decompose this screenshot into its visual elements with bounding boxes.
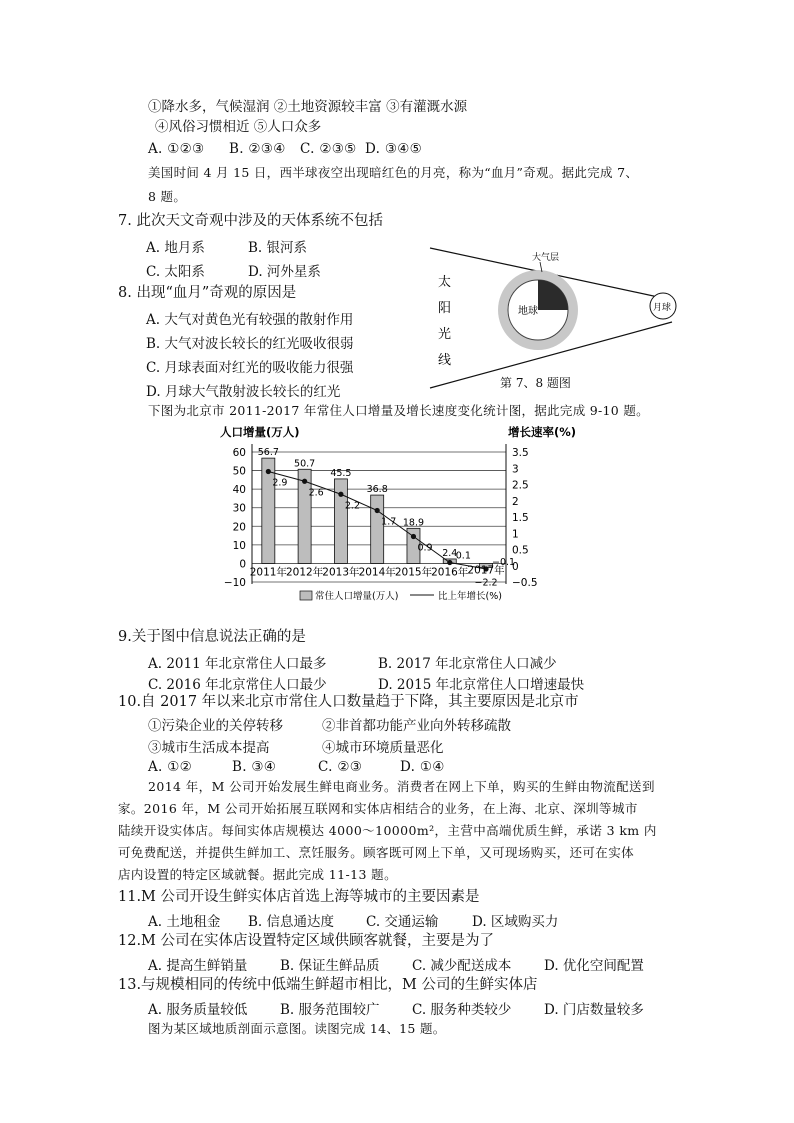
passage-7-8-line2: 8 题。 xyxy=(148,189,187,204)
intro-options-line2: ④风俗习惯相近 ⑤人口众多 xyxy=(155,119,322,135)
q13-option-b: B. 服务范围较广 xyxy=(280,1002,380,1018)
y2-tick-label: 1.5 xyxy=(512,512,529,524)
q8-option-a: A. 大气对黄色光有较强的散射作用 xyxy=(146,312,354,328)
intro-choice-d: D. ③④⑤ xyxy=(365,141,423,157)
passage-11-13-line1: 2014 年，M 公司开始发展生鲜电商业务。消费者在网上下单，购买的生鲜由物流配送到 xyxy=(148,779,655,794)
q13-option-a: A. 服务质量较低 xyxy=(148,1002,248,1018)
bar-value-label: 36.8 xyxy=(366,484,388,496)
growth-rate-label: 0.9 xyxy=(417,542,433,554)
growth-rate-point xyxy=(411,534,416,539)
y-tick-label: −10 xyxy=(223,577,246,589)
passage-9-10: 下图为北京市 2011-2017 年常住人口增量及增长速度变化统计图，据此完成 9-10 题。 xyxy=(148,403,649,418)
q11-option-c: C. 交通运输 xyxy=(366,914,439,930)
q8-option-d: D. 月球大气散射波长较长的红光 xyxy=(146,384,341,400)
passage-11-13-line4: 可免费配送，并提供生鲜加工、烹饪服务。顾客既可网上下单，又可现场购买，还可在实体 xyxy=(118,845,635,860)
q10-option-d: D. ①④ xyxy=(400,759,445,775)
y2-tick-label: 2 xyxy=(512,495,519,508)
q12-option-d: D. 优化空间配置 xyxy=(544,958,644,974)
bar-value-label: 50.7 xyxy=(294,458,316,470)
y2-tick-label: 0 xyxy=(512,560,519,573)
q11-option-d: D. 区域购买力 xyxy=(472,914,559,930)
bar xyxy=(371,495,384,563)
x-tick-label: 2017年 xyxy=(467,564,505,577)
q9-option-c: C. 2016 年北京常住人口最少 xyxy=(148,677,327,693)
sunlight-label-char4: 线 xyxy=(438,353,452,368)
population-chart xyxy=(218,422,578,604)
passage-11-13-line2: 家。2016 年，M 公司开始拓展互联网和实体店相结合的业务，在上海、北京、深圳等城市 xyxy=(118,801,638,816)
q11-option-b: B. 信息通达度 xyxy=(248,914,335,930)
intro-choice-a: A. ①②③ xyxy=(148,141,205,157)
q10-stem: 10.自 2017 年以来北京市常住人口数量趋于下降，其主要原因是北京市 xyxy=(118,694,579,710)
intro-options-line1: ①降水多，气候湿润 ②土地资源较丰富 ③有灌溉水源 xyxy=(148,99,468,115)
y-tick-label: 40 xyxy=(232,484,246,497)
q7-stem: 7. 此次天文奇观中涉及的天体系统不包括 xyxy=(118,213,383,229)
q9-option-d: D. 2015 年北京常住人口增速最快 xyxy=(378,677,585,693)
q13-option-c: C. 服务种类较少 xyxy=(412,1002,512,1018)
passage-11-13-line5: 店内设置的特定区域就餐。据此完成 11-13 题。 xyxy=(118,867,397,882)
q7-option-d: D. 河外星系 xyxy=(248,264,321,280)
moon-label: 月球 xyxy=(653,303,672,313)
q12-option-c: C. 减少配送成本 xyxy=(412,958,512,974)
q9-option-a: A. 2011 年北京常住人口最多 xyxy=(148,656,327,672)
sunlight-label-char3: 光 xyxy=(438,327,452,342)
growth-rate-point xyxy=(338,492,343,497)
q10-option-c: C. ②③ xyxy=(318,759,363,775)
y2-tick-label: −0.5 xyxy=(512,577,538,589)
q9-option-b: B. 2017 年北京常住人口减少 xyxy=(378,656,557,672)
passage-11-13-line3: 陆续开设实体店。每间实体店规模达 4000～10000m²，主营中高端优质生鲜，承诺 3 km 内 xyxy=(118,823,657,838)
growth-rate-point xyxy=(447,560,452,565)
earth-label: 地球 xyxy=(518,306,538,317)
y-tick-label: 10 xyxy=(232,539,246,552)
q11-option-a: A. 土地租金 xyxy=(148,914,221,930)
y-tick-label: 60 xyxy=(232,447,246,459)
growth-rate-label: 1.7 xyxy=(381,516,397,528)
q8-option-c: C. 月球表面对红光的吸收能力很强 xyxy=(146,360,354,376)
q10-option-a: A. ①② xyxy=(148,759,193,775)
growth-rate-label: 2.2 xyxy=(344,500,361,512)
x-tick-label: 2014年 xyxy=(358,566,396,579)
growth-rate-label: 2.9 xyxy=(272,477,288,489)
q10-item-3: ③城市生活成本提高 xyxy=(148,740,270,756)
chart-y2label: 增长速率(%) xyxy=(508,425,577,439)
x-tick-label: 2011年 xyxy=(249,566,287,579)
passage-14-15: 图为某区域地质剖面示意图。读图完成 14、15 题。 xyxy=(148,1021,446,1036)
q10-item-2: ②非首都功能产业向外转移疏散 xyxy=(322,718,511,734)
growth-rate-label: −0.1 xyxy=(492,557,516,568)
q12-stem: 12.M 公司在实体店设置特定区域供顾客就餐，主要是为了 xyxy=(118,933,495,949)
bar-value-label: 45.5 xyxy=(330,467,352,479)
bar-value-label: 2.4 xyxy=(442,547,458,559)
q13-stem: 13.与规模相同的传统中低端生鲜超市相比，M 公司的生鲜实体店 xyxy=(118,977,538,993)
q12-option-a: A. 提高生鲜销量 xyxy=(148,958,248,974)
q10-item-4: ④城市环境质量恶化 xyxy=(322,740,444,756)
x-tick-label: 2012年 xyxy=(285,566,324,579)
q11-stem: 11.M 公司开设生鲜实体店首选上海等城市的主要因素是 xyxy=(118,889,480,905)
growth-rate-point xyxy=(375,508,380,513)
chart-ylabel: 人口增量(万人) xyxy=(220,425,300,439)
y2-tick-label: 0.5 xyxy=(512,544,529,557)
legend-line-label: 比上年增长(%) xyxy=(438,591,502,602)
q9-stem: 9.关于图中信息说法正确的是 xyxy=(118,629,306,645)
y2-tick-label: 3 xyxy=(512,463,519,476)
y-tick-label: 50 xyxy=(232,465,246,478)
y-tick-label: 30 xyxy=(232,502,246,515)
bar-value-label: 56.7 xyxy=(257,447,279,459)
bar-value-label: 18.9 xyxy=(402,517,425,529)
bar xyxy=(334,479,347,564)
intro-choice-c: C. ②③⑤ xyxy=(300,141,357,157)
q10-option-b: B. ③④ xyxy=(232,759,277,775)
sunlight-label-char1: 太 xyxy=(438,275,452,290)
bar-value-label: −2.2 xyxy=(474,577,498,589)
y-tick-label: 20 xyxy=(232,521,246,534)
sunlight-label-char2: 阳 xyxy=(438,301,452,316)
q10-item-1: ①污染企业的关停转移 xyxy=(148,718,283,734)
y2-tick-label: 1 xyxy=(512,528,519,541)
growth-rate-point xyxy=(302,479,307,484)
q7-option-a: A. 地月系 xyxy=(146,240,205,256)
legend-bar-label: 常住人口增量(万人) xyxy=(315,591,399,602)
figure-7-8-caption: 第 7、8 题图 xyxy=(500,376,571,390)
legend-bar-swatch xyxy=(300,591,312,600)
q8-option-b: B. 大气对波长较长的红光吸收很弱 xyxy=(146,336,354,352)
growth-rate-label: 2.6 xyxy=(308,487,324,499)
q7-option-b: B. 银河系 xyxy=(248,240,308,256)
q12-option-b: B. 保证生鲜品质 xyxy=(280,958,380,974)
growth-rate-label: 0.1 xyxy=(455,550,471,562)
y-tick-label: 0 xyxy=(239,558,246,571)
intro-choice-b: B. ②③④ xyxy=(229,141,286,157)
atmosphere-label: 大气层 xyxy=(532,253,560,263)
x-tick-label: 2013年 xyxy=(322,566,360,579)
x-tick-label: 2016年 xyxy=(431,566,469,579)
q8-stem: 8. 出现“血月”奇观的原因是 xyxy=(118,285,297,301)
growth-rate-point xyxy=(266,469,271,474)
x-tick-label: 2015年 xyxy=(394,566,433,579)
y2-tick-label: 3.5 xyxy=(512,447,529,459)
q13-option-d: D. 门店数量较多 xyxy=(544,1002,644,1018)
y2-tick-label: 2.5 xyxy=(512,479,529,492)
q7-option-c: C. 太阳系 xyxy=(146,264,205,280)
passage-7-8-line1: 美国时间 4 月 15 日，西半球夜空出现暗红色的月亮，称为“血月”奇观。据此完成 7、 xyxy=(148,165,639,180)
